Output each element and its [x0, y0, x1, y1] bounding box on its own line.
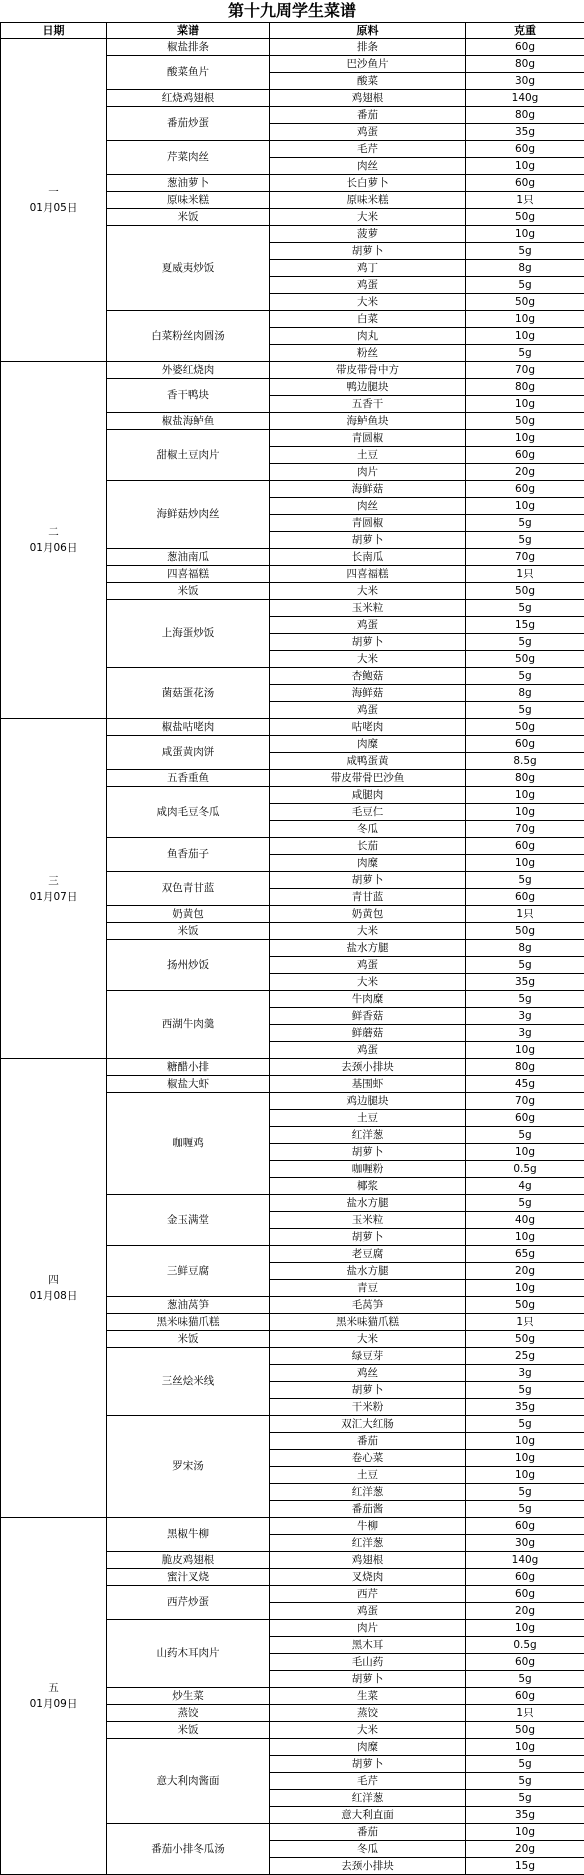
- dish-name: 咖喱鸡: [107, 1093, 270, 1195]
- ingredient-weight: 5g: [466, 600, 584, 617]
- ingredient-name: 椰浆: [270, 1178, 466, 1195]
- ingredient-name: 青圆椒: [270, 515, 466, 532]
- ingredient-weight: 80g: [466, 56, 584, 73]
- ingredient-name: 大米: [270, 974, 466, 991]
- ingredient-weight: 10g: [466, 1280, 584, 1297]
- ingredient-weight: 5g: [466, 1756, 584, 1773]
- menu-body: [1, 39, 584, 1875]
- ingredient-weight: 60g: [466, 39, 584, 56]
- ingredient-name: 鸡边腿块: [270, 1093, 466, 1110]
- ingredient-weight: 0.5g: [466, 1637, 584, 1654]
- dish-name: 黑椒牛柳: [107, 1518, 270, 1552]
- ingredient-name: 鸡蛋: [270, 124, 466, 141]
- ingredient-weight: 80g: [466, 1059, 584, 1076]
- dish-name: 金玉满堂: [107, 1195, 270, 1246]
- ingredient-weight: 45g: [466, 1076, 584, 1093]
- header-dish: 菜谱: [107, 23, 270, 39]
- ingredient-weight: 10g: [466, 1229, 584, 1246]
- ingredient-name: 海鲈鱼块: [270, 413, 466, 430]
- ingredient-name: 大米: [270, 1722, 466, 1739]
- ingredient-name: 鸡蛋: [270, 277, 466, 294]
- ingredient-name: 肉糜: [270, 855, 466, 872]
- ingredient-weight: 1只: [466, 1314, 584, 1331]
- dish-name: 外婆红烧肉: [107, 362, 270, 379]
- ingredient-weight: 10g: [466, 787, 584, 804]
- ingredient-name: 西芹: [270, 1586, 466, 1603]
- day-date: 01月07日: [29, 890, 78, 903]
- dish-name: 米饭: [107, 583, 270, 600]
- ingredient-name: 胡萝卜: [270, 1144, 466, 1161]
- ingredient-name: 胡萝卜: [270, 1229, 466, 1246]
- ingredient-weight: 10g: [466, 1144, 584, 1161]
- ingredient-name: 咕咾肉: [270, 719, 466, 736]
- ingredient-name: 原味米糕: [270, 192, 466, 209]
- ingredient-name: 大米: [270, 1331, 466, 1348]
- table-row: [1, 362, 584, 379]
- ingredient-weight: 10g: [466, 328, 584, 345]
- ingredient-weight: 60g: [466, 481, 584, 498]
- ingredient-name: 番茄: [270, 1824, 466, 1841]
- ingredient-name: 卷心菜: [270, 1450, 466, 1467]
- ingredient-weight: 1只: [466, 566, 584, 583]
- ingredient-weight: 60g: [466, 1518, 584, 1535]
- ingredient-name: 青豆: [270, 1280, 466, 1297]
- ingredient-weight: 50g: [466, 1331, 584, 1348]
- header-ingredient: 原料: [270, 23, 466, 39]
- ingredient-weight: 60g: [466, 1586, 584, 1603]
- ingredient-weight: 30g: [466, 73, 584, 90]
- dish-name: 米饭: [107, 923, 270, 940]
- table-row: [1, 39, 584, 56]
- ingredient-weight: 5g: [466, 532, 584, 549]
- dish-name: 上海蛋炒饭: [107, 600, 270, 668]
- ingredient-weight: 5g: [466, 1790, 584, 1807]
- ingredient-name: 青圆椒: [270, 430, 466, 447]
- ingredient-weight: 5g: [466, 345, 584, 362]
- ingredient-name: 鸡翅根: [270, 90, 466, 107]
- dish-name: 白菜粉丝肉圆汤: [107, 311, 270, 362]
- ingredient-weight: 50g: [466, 923, 584, 940]
- ingredient-name: 长茄: [270, 838, 466, 855]
- ingredient-weight: 10g: [466, 1739, 584, 1756]
- ingredient-name: 粉丝: [270, 345, 466, 362]
- ingredient-name: 胡萝卜: [270, 243, 466, 260]
- ingredient-name: 大米: [270, 923, 466, 940]
- dish-name: 奶黄包: [107, 906, 270, 923]
- ingredient-name: 毛芹: [270, 141, 466, 158]
- dish-name: 鱼香茄子: [107, 838, 270, 872]
- ingredient-weight: 0.5g: [466, 1161, 584, 1178]
- ingredient-weight: 3g: [466, 1008, 584, 1025]
- ingredient-weight: 8g: [466, 685, 584, 702]
- dish-name: 咸蛋黄肉饼: [107, 736, 270, 770]
- ingredient-weight: 60g: [466, 1110, 584, 1127]
- ingredient-name: 鸡丁: [270, 260, 466, 277]
- ingredient-weight: 5g: [466, 1501, 584, 1518]
- ingredient-weight: 5g: [466, 991, 584, 1008]
- dish-name: 四喜福糕: [107, 566, 270, 583]
- ingredient-weight: 20g: [466, 1263, 584, 1280]
- ingredient-name: 牛柳: [270, 1518, 466, 1535]
- ingredient-weight: 15g: [466, 1858, 584, 1875]
- ingredient-name: 肉丸: [270, 328, 466, 345]
- ingredient-name: 毛芹: [270, 1773, 466, 1790]
- ingredient-weight: 10g: [466, 1620, 584, 1637]
- ingredient-name: 冬瓜: [270, 1841, 466, 1858]
- dish-name: 蜜汁叉烧: [107, 1569, 270, 1586]
- ingredient-weight: 70g: [466, 549, 584, 566]
- ingredient-name: 大米: [270, 583, 466, 600]
- ingredient-weight: 3g: [466, 1025, 584, 1042]
- dish-name: 糖醋小排: [107, 1059, 270, 1076]
- dish-name: 番茄炒蛋: [107, 107, 270, 141]
- dish-name: 扬州炒饭: [107, 940, 270, 991]
- dish-name: 山药木耳肉片: [107, 1620, 270, 1688]
- ingredient-weight: 10g: [466, 804, 584, 821]
- ingredient-weight: 5g: [466, 1671, 584, 1688]
- ingredient-name: 黑米味猫爪糕: [270, 1314, 466, 1331]
- ingredient-name: 肉糜: [270, 736, 466, 753]
- ingredient-weight: 5g: [466, 1127, 584, 1144]
- ingredient-name: 去颈小排块: [270, 1858, 466, 1875]
- ingredient-name: 菠萝: [270, 226, 466, 243]
- day-date: 01月09日: [29, 1698, 78, 1710]
- ingredient-name: 土豆: [270, 1110, 466, 1127]
- ingredient-name: 红洋葱: [270, 1535, 466, 1552]
- ingredient-name: 鸡蛋: [270, 617, 466, 634]
- ingredient-name: 鲜香菇: [270, 1008, 466, 1025]
- ingredient-name: 去颈小排块: [270, 1059, 466, 1076]
- ingredient-weight: 5g: [466, 277, 584, 294]
- ingredient-name: 玉米粒: [270, 1212, 466, 1229]
- ingredient-weight: 40g: [466, 1212, 584, 1229]
- ingredient-name: 青甘蓝: [270, 889, 466, 906]
- ingredient-name: 鸡翅根: [270, 1552, 466, 1569]
- day-date: 01月06日: [29, 542, 78, 554]
- ingredient-weight: 5g: [466, 702, 584, 719]
- day-label: 三: [48, 874, 59, 887]
- ingredient-weight: 50g: [466, 413, 584, 430]
- ingredient-name: 海鲜菇: [270, 685, 466, 702]
- day-cell: [1, 719, 107, 1059]
- ingredient-name: 毛山药: [270, 1654, 466, 1671]
- ingredient-weight: 60g: [466, 447, 584, 464]
- ingredient-weight: 20g: [466, 1603, 584, 1620]
- dish-name: 三鲜豆腐: [107, 1246, 270, 1297]
- ingredient-weight: 5g: [466, 634, 584, 651]
- day-cell: [1, 39, 107, 362]
- ingredient-weight: 5g: [466, 515, 584, 532]
- ingredient-weight: 1只: [466, 906, 584, 923]
- page-title: 第十九周学生菜谱: [227, 1, 356, 20]
- ingredient-weight: 10g: [466, 1433, 584, 1450]
- ingredient-name: 鸡蛋: [270, 1603, 466, 1620]
- ingredient-weight: 10g: [466, 311, 584, 328]
- ingredient-weight: 35g: [466, 974, 584, 991]
- ingredient-name: 胡萝卜: [270, 872, 466, 889]
- ingredient-weight: 10g: [466, 1467, 584, 1484]
- ingredient-name: 盐水方腿: [270, 1263, 466, 1280]
- dish-name: 椒盐咕咾肉: [107, 719, 270, 736]
- ingredient-name: 红洋葱: [270, 1790, 466, 1807]
- ingredient-name: 胡萝卜: [270, 1382, 466, 1399]
- ingredient-name: 番茄: [270, 107, 466, 124]
- ingredient-weight: 80g: [466, 379, 584, 396]
- ingredient-weight: 5g: [466, 1416, 584, 1433]
- dish-name: 菌菇蛋花汤: [107, 668, 270, 719]
- dish-name: 西湖牛肉羹: [107, 991, 270, 1059]
- ingredient-weight: 5g: [466, 1773, 584, 1790]
- ingredient-weight: 140g: [466, 90, 584, 107]
- ingredient-name: 带皮带骨中方: [270, 362, 466, 379]
- dish-name: 葱油萝卜: [107, 175, 270, 192]
- dish-name: 五香重鱼: [107, 770, 270, 787]
- day-cell: [1, 1518, 107, 1875]
- header-date: 日期: [1, 23, 107, 39]
- ingredient-weight: 5g: [466, 1484, 584, 1501]
- ingredient-weight: 50g: [466, 651, 584, 668]
- ingredient-name: 咸腿肉: [270, 787, 466, 804]
- ingredient-weight: 60g: [466, 736, 584, 753]
- dish-name: 葱油莴笋: [107, 1297, 270, 1314]
- ingredient-weight: 10g: [466, 396, 584, 413]
- ingredient-name: 土豆: [270, 1467, 466, 1484]
- ingredient-weight: 1只: [466, 192, 584, 209]
- dish-name: 夏威夷炒饭: [107, 226, 270, 311]
- ingredient-weight: 80g: [466, 770, 584, 787]
- dish-name: 蒸饺: [107, 1705, 270, 1722]
- ingredient-weight: 60g: [466, 1569, 584, 1586]
- dish-name: 米饭: [107, 1331, 270, 1348]
- dish-name: 罗宋汤: [107, 1416, 270, 1518]
- ingredient-name: 双汇大红肠: [270, 1416, 466, 1433]
- ingredient-weight: 5g: [466, 1382, 584, 1399]
- ingredient-weight: 60g: [466, 141, 584, 158]
- ingredient-weight: 25g: [466, 1348, 584, 1365]
- table-row: [1, 1518, 584, 1535]
- header-weight: 克重: [466, 23, 584, 39]
- ingredient-weight: 65g: [466, 1246, 584, 1263]
- ingredient-name: 老豆腐: [270, 1246, 466, 1263]
- ingredient-name: 大米: [270, 651, 466, 668]
- ingredient-name: 肉片: [270, 464, 466, 481]
- day-date: 01月05日: [29, 202, 78, 214]
- ingredient-name: 鸡丝: [270, 1365, 466, 1382]
- ingredient-name: 番茄酱: [270, 1501, 466, 1518]
- dish-name: 甜椒土豆肉片: [107, 430, 270, 481]
- ingredient-name: 胡萝卜: [270, 1756, 466, 1773]
- ingredient-name: 肉糜: [270, 1739, 466, 1756]
- ingredient-name: 盐水方腿: [270, 1195, 466, 1212]
- ingredient-weight: 8g: [466, 940, 584, 957]
- dish-name: 酸菜鱼片: [107, 56, 270, 90]
- ingredient-weight: 5g: [466, 957, 584, 974]
- ingredient-weight: 15g: [466, 617, 584, 634]
- ingredient-name: 干米粉: [270, 1399, 466, 1416]
- ingredient-weight: 50g: [466, 583, 584, 600]
- dish-name: 三丝烩米线: [107, 1348, 270, 1416]
- ingredient-name: 鸡蛋: [270, 702, 466, 719]
- ingredient-weight: 5g: [466, 243, 584, 260]
- ingredient-weight: 10g: [466, 1824, 584, 1841]
- ingredient-name: 奶黄包: [270, 906, 466, 923]
- ingredient-weight: 60g: [466, 1688, 584, 1705]
- dish-name: 米饭: [107, 1722, 270, 1739]
- ingredient-weight: 5g: [466, 1195, 584, 1212]
- ingredient-name: 基围虾: [270, 1076, 466, 1093]
- ingredient-name: 鸭边腿块: [270, 379, 466, 396]
- ingredient-name: 咸鸭蛋黄: [270, 753, 466, 770]
- ingredient-name: 带皮带骨巴沙鱼: [270, 770, 466, 787]
- dish-name: 咸肉毛豆冬瓜: [107, 787, 270, 838]
- ingredient-name: 胡萝卜: [270, 1671, 466, 1688]
- ingredient-name: 土豆: [270, 447, 466, 464]
- ingredient-weight: 10g: [466, 855, 584, 872]
- ingredient-weight: 50g: [466, 294, 584, 311]
- ingredient-name: 鸡蛋: [270, 1042, 466, 1059]
- menu-table: [0, 22, 584, 1875]
- ingredient-weight: 50g: [466, 1297, 584, 1314]
- dish-name: 椒盐海鲈鱼: [107, 413, 270, 430]
- ingredient-weight: 50g: [466, 1722, 584, 1739]
- dish-name: 葱油南瓜: [107, 549, 270, 566]
- ingredient-name: 四喜福糕: [270, 566, 466, 583]
- ingredient-name: 毛豆仁: [270, 804, 466, 821]
- ingredient-weight: 4g: [466, 1178, 584, 1195]
- day-label: 二: [48, 526, 59, 538]
- day-label: 一: [48, 186, 59, 198]
- dish-name: 黑米味猫爪糕: [107, 1314, 270, 1331]
- ingredient-weight: 35g: [466, 1399, 584, 1416]
- ingredient-weight: 35g: [466, 124, 584, 141]
- ingredient-name: 黑木耳: [270, 1637, 466, 1654]
- ingredient-weight: 70g: [466, 362, 584, 379]
- ingredient-weight: 50g: [466, 719, 584, 736]
- ingredient-weight: 5g: [466, 668, 584, 685]
- day-cell: [1, 362, 107, 719]
- ingredient-weight: 60g: [466, 889, 584, 906]
- ingredient-name: 白菜: [270, 311, 466, 328]
- ingredient-weight: 10g: [466, 498, 584, 515]
- ingredient-name: 长白萝卜: [270, 175, 466, 192]
- ingredient-weight: 3g: [466, 1365, 584, 1382]
- ingredient-name: 排条: [270, 39, 466, 56]
- ingredient-name: 五香干: [270, 396, 466, 413]
- ingredient-name: 大米: [270, 294, 466, 311]
- ingredient-weight: 10g: [466, 1450, 584, 1467]
- dish-name: 意大利肉酱面: [107, 1739, 270, 1824]
- ingredient-weight: 10g: [466, 1042, 584, 1059]
- ingredient-weight: 30g: [466, 1535, 584, 1552]
- ingredient-name: 番茄: [270, 1433, 466, 1450]
- dish-name: 芹菜肉丝: [107, 141, 270, 175]
- ingredient-name: 牛肉糜: [270, 991, 466, 1008]
- ingredient-weight: 60g: [466, 175, 584, 192]
- ingredient-weight: 70g: [466, 1093, 584, 1110]
- ingredient-name: 盐水方腿: [270, 940, 466, 957]
- ingredient-name: 红洋葱: [270, 1127, 466, 1144]
- ingredient-weight: 80g: [466, 107, 584, 124]
- ingredient-name: 长南瓜: [270, 549, 466, 566]
- ingredient-name: 鸡蛋: [270, 957, 466, 974]
- ingredient-name: 生菜: [270, 1688, 466, 1705]
- dish-name: 椒盐大虾: [107, 1076, 270, 1093]
- ingredient-name: 胡萝卜: [270, 532, 466, 549]
- day-label: 四: [48, 1274, 59, 1286]
- dish-name: 番茄小排冬瓜汤: [107, 1824, 270, 1875]
- dish-name: 双色青甘蓝: [107, 872, 270, 906]
- day-label: 五: [48, 1682, 59, 1694]
- ingredient-name: 海鲜菇: [270, 481, 466, 498]
- ingredient-weight: 10g: [466, 158, 584, 175]
- ingredient-weight: 140g: [466, 1552, 584, 1569]
- dish-name: 海鲜菇炒肉丝: [107, 481, 270, 549]
- ingredient-name: 蒸饺: [270, 1705, 466, 1722]
- ingredient-weight: 60g: [466, 838, 584, 855]
- ingredient-name: 胡萝卜: [270, 634, 466, 651]
- dish-name: 红烧鸡翅根: [107, 90, 270, 107]
- ingredient-name: 大米: [270, 209, 466, 226]
- ingredient-weight: 35g: [466, 1807, 584, 1824]
- dish-name: 米饭: [107, 209, 270, 226]
- ingredient-weight: 70g: [466, 821, 584, 838]
- table-row: [1, 1059, 584, 1076]
- ingredient-weight: 60g: [466, 1654, 584, 1671]
- ingredient-name: 意大利直面: [270, 1807, 466, 1824]
- ingredient-name: 绿豆芽: [270, 1348, 466, 1365]
- ingredient-name: 肉片: [270, 1620, 466, 1637]
- dish-name: 香干鸭块: [107, 379, 270, 413]
- table-row: [1, 719, 584, 736]
- ingredient-name: 酸菜: [270, 73, 466, 90]
- ingredient-name: 红洋葱: [270, 1484, 466, 1501]
- ingredient-weight: 20g: [466, 1841, 584, 1858]
- ingredient-name: 毛莴笋: [270, 1297, 466, 1314]
- ingredient-name: 叉烧肉: [270, 1569, 466, 1586]
- ingredient-weight: 50g: [466, 209, 584, 226]
- dish-name: 原味米糕: [107, 192, 270, 209]
- ingredient-name: 玉米粒: [270, 600, 466, 617]
- ingredient-name: 肉丝: [270, 158, 466, 175]
- day-cell: [1, 1059, 107, 1518]
- ingredient-weight: 1只: [466, 1705, 584, 1722]
- ingredient-weight: 5g: [466, 872, 584, 889]
- ingredient-weight: 8g: [466, 260, 584, 277]
- ingredient-weight: 10g: [466, 430, 584, 447]
- ingredient-name: 巴沙鱼片: [270, 56, 466, 73]
- dish-name: 椒盐排条: [107, 39, 270, 56]
- dish-name: 炒生菜: [107, 1688, 270, 1705]
- ingredient-name: 肉丝: [270, 498, 466, 515]
- header-row: [1, 23, 584, 39]
- ingredient-weight: 10g: [466, 226, 584, 243]
- ingredient-weight: 8.5g: [466, 753, 584, 770]
- day-date: 01月08日: [29, 1290, 78, 1302]
- dish-name: 西芹炒蛋: [107, 1586, 270, 1620]
- ingredient-name: 冬瓜: [270, 821, 466, 838]
- ingredient-weight: 20g: [466, 464, 584, 481]
- ingredient-name: 鲜蘑菇: [270, 1025, 466, 1042]
- ingredient-name: 咖喱粉: [270, 1161, 466, 1178]
- dish-name: 脆皮鸡翅根: [107, 1552, 270, 1569]
- ingredient-name: 杏鲍菇: [270, 668, 466, 685]
